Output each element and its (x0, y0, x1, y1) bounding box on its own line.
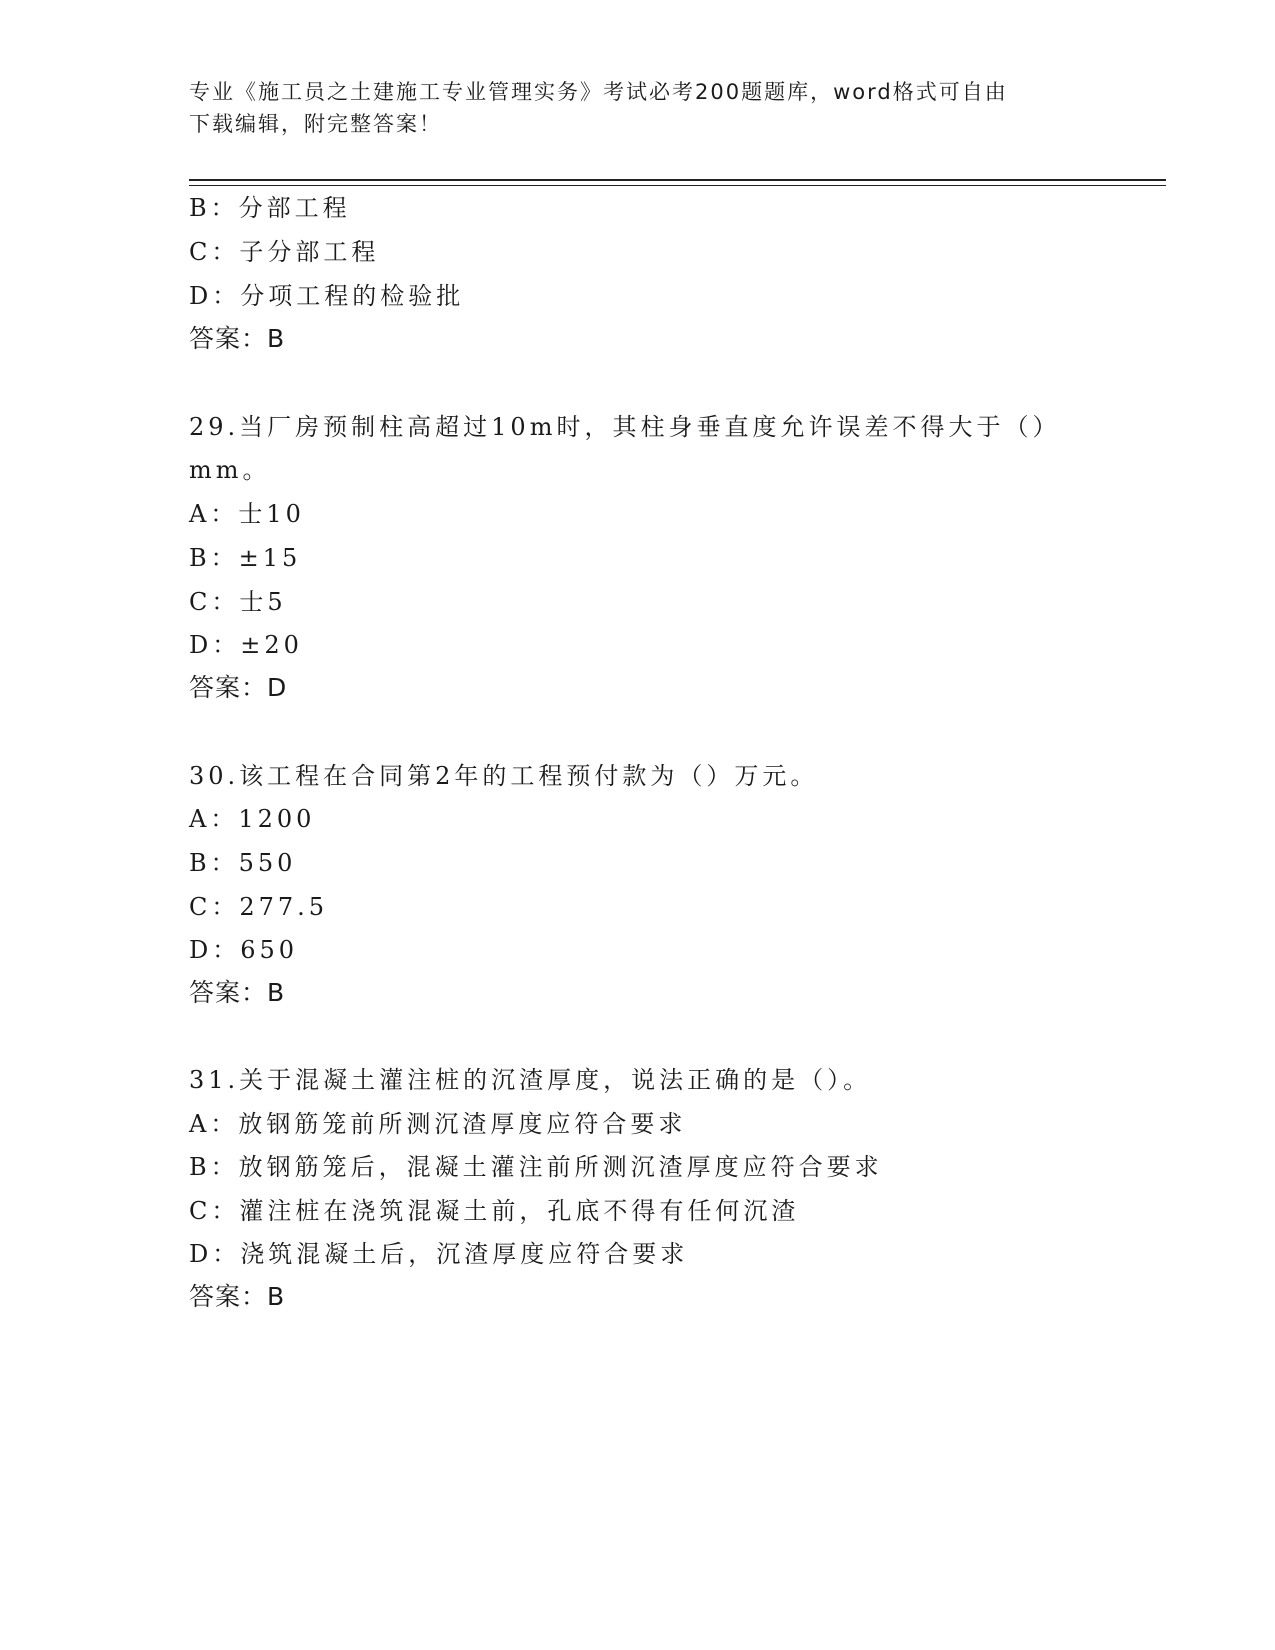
q30-answer: 答案：B (189, 978, 286, 1007)
q29-option-b: B：±15 (189, 544, 302, 572)
q28-option-c: C：子分部工程 (189, 238, 380, 266)
q29-stem-line-2: mm。 (189, 456, 271, 484)
document-header (189, 76, 1089, 140)
q29-option-a: A：士10 (189, 500, 305, 528)
q28-option-b: B：分部工程 (189, 194, 351, 222)
header-divider-thin (189, 185, 1166, 186)
q29-answer: 答案：D (189, 673, 288, 702)
header-line-1: 专业《施工员之土建施工专业管理实务》考试必考200题题库，word格式可自由 (189, 80, 1008, 104)
q31-option-d: D：浇筑混凝土后，沉渣厚度应符合要求 (189, 1240, 689, 1268)
header-line-2: 下载编辑，附完整答案！ (189, 112, 442, 136)
q31-stem: 31.关于混凝土灌注桩的沉渣厚度，说法正确的是（）。 (189, 1066, 872, 1094)
q30-option-b: B：550 (189, 849, 297, 877)
q28-answer: 答案：B (189, 324, 286, 353)
q28-option-d: D：分项工程的检验批 (189, 282, 465, 310)
q31-option-a: A：放钢筋笼前所测沉渣厚度应符合要求 (189, 1110, 687, 1138)
q30-option-d: D：650 (189, 936, 299, 964)
q31-answer: 答案：B (189, 1282, 286, 1311)
q30-stem: 30.该工程在合同第2年的工程预付款为（）万元。 (189, 762, 819, 790)
q31-option-b: B：放钢筋笼后，混凝土灌注前所测沉渣厚度应符合要求 (189, 1153, 883, 1181)
q31-option-c: C：灌注桩在浇筑混凝土前，孔底不得有任何沉渣 (189, 1197, 800, 1225)
header-divider-thick (189, 179, 1166, 181)
q30-option-c: C：277.5 (189, 893, 329, 921)
q29-option-c: C：士5 (189, 588, 287, 616)
q29-option-d: D：±20 (189, 631, 303, 659)
q29-stem-line-1: 29.当厂房预制柱高超过10m时，其柱身垂直度允许误差不得大于（） (189, 413, 1061, 441)
q30-option-a: A：1200 (189, 805, 316, 833)
